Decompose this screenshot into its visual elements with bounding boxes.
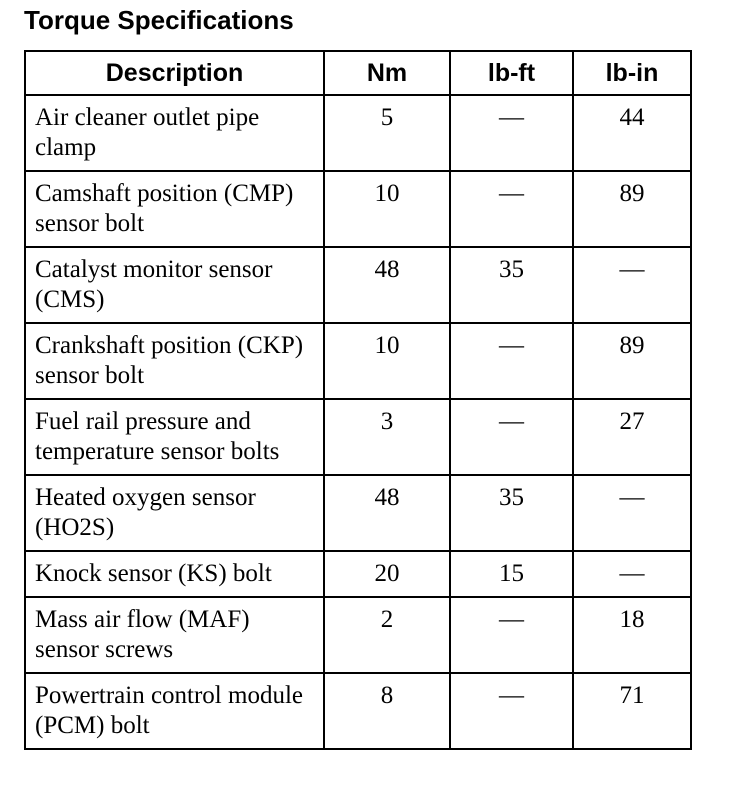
column-header-description: Description [25, 51, 324, 95]
description-cell: Heated oxygen sensor (HO2S) [25, 475, 324, 551]
description-cell: Mass air flow (MAF) sensor screws [25, 597, 324, 673]
lb-in-cell: 89 [573, 323, 691, 399]
table-row [25, 475, 691, 551]
table-row [25, 597, 691, 673]
lb-ft-cell: — [450, 95, 573, 171]
lb-in-cell: 44 [573, 95, 691, 171]
table-header-row [25, 51, 691, 95]
lb-ft-cell: — [450, 171, 573, 247]
lb-in-cell: — [573, 247, 691, 323]
lb-ft-cell: — [450, 323, 573, 399]
description-cell: Catalyst monitor sensor (CMS) [25, 247, 324, 323]
lb-in-cell: 18 [573, 597, 691, 673]
torque-spec-table [24, 50, 692, 750]
table-row [25, 323, 691, 399]
nm-cell: 2 [324, 597, 450, 673]
table-row [25, 551, 691, 597]
nm-cell: 3 [324, 399, 450, 475]
description-cell: Fuel rail pressure and temperature sensor bolts [25, 399, 324, 475]
table-row [25, 399, 691, 475]
table-row [25, 247, 691, 323]
table-row [25, 95, 691, 171]
lb-in-cell: — [573, 551, 691, 597]
description-cell: Powertrain control module (PCM) bolt [25, 673, 324, 749]
nm-cell: 8 [324, 673, 450, 749]
column-header-nm: Nm [324, 51, 450, 95]
column-header-lb-in: lb-in [573, 51, 691, 95]
lb-in-cell: 89 [573, 171, 691, 247]
description-cell: Crankshaft position (CKP) sensor bolt [25, 323, 324, 399]
nm-cell: 5 [324, 95, 450, 171]
lb-ft-cell: 15 [450, 551, 573, 597]
lb-ft-cell: 35 [450, 247, 573, 323]
nm-cell: 10 [324, 171, 450, 247]
nm-cell: 48 [324, 475, 450, 551]
lb-in-cell: — [573, 475, 691, 551]
description-cell: Knock sensor (KS) bolt [25, 551, 324, 597]
lb-ft-cell: — [450, 673, 573, 749]
lb-ft-cell: 35 [450, 475, 573, 551]
column-header-lb-ft: lb-ft [450, 51, 573, 95]
nm-cell: 48 [324, 247, 450, 323]
lb-in-cell: 27 [573, 399, 691, 475]
table-row [25, 171, 691, 247]
page-title: Torque Specifications [24, 5, 294, 35]
description-cell: Air cleaner outlet pipe clamp [25, 95, 324, 171]
table-row [25, 673, 691, 749]
lb-ft-cell: — [450, 597, 573, 673]
description-cell: Camshaft position (CMP) sensor bolt [25, 171, 324, 247]
nm-cell: 10 [324, 323, 450, 399]
lb-ft-cell: — [450, 399, 573, 475]
nm-cell: 20 [324, 551, 450, 597]
lb-in-cell: 71 [573, 673, 691, 749]
